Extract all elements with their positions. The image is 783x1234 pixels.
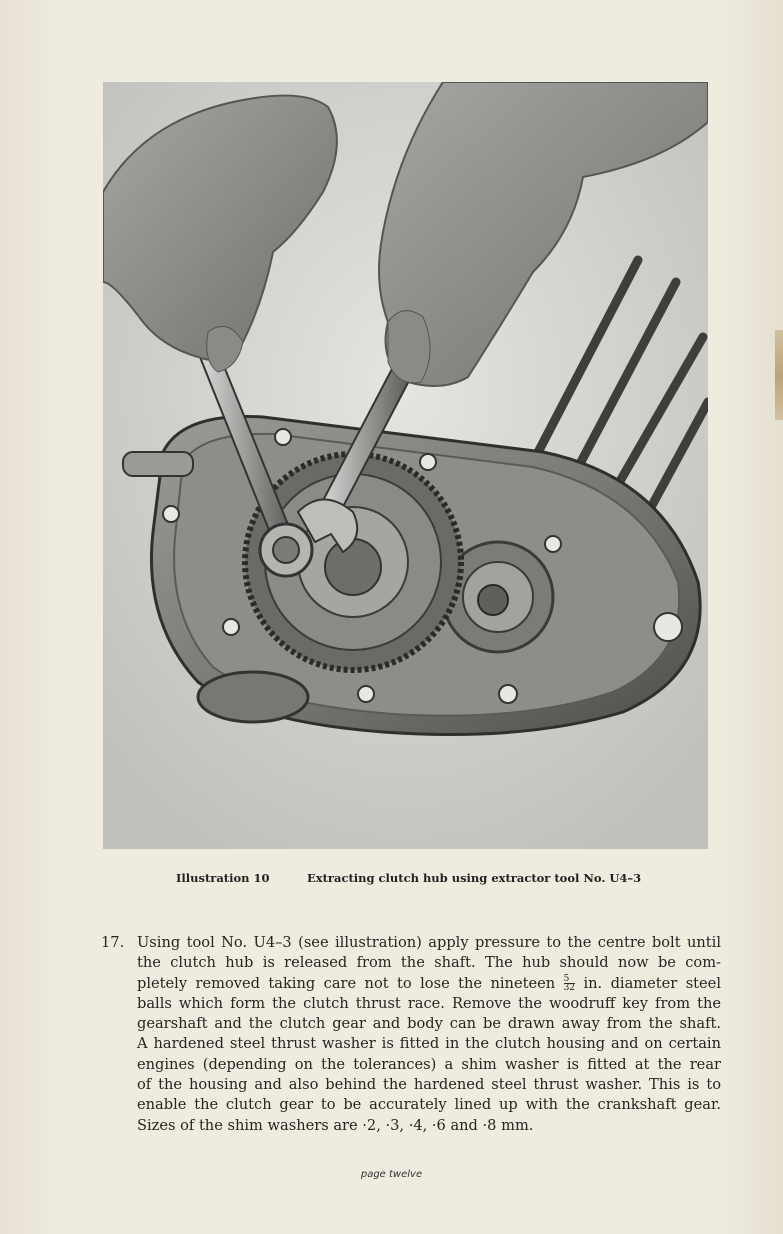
page-footer: page twelve xyxy=(360,1169,423,1180)
paragraph-line: A hardened steel thrust washer is fitted in the clutch housing and on certain xyxy=(137,1035,721,1053)
paragraph-line: the clutch hub is released from the shaft. The hub should now be com- xyxy=(137,954,721,972)
fraction xyxy=(564,975,575,992)
caption-text: Extracting clutch hub using extractor tool No. U4–3 xyxy=(307,871,642,885)
fraction-numerator: 5 xyxy=(564,975,575,984)
paragraph-line: Sizes of the shim washers are ·2, ·3, ·4, ·6 and ·8 mm. xyxy=(137,1116,534,1134)
instruction-paragraph xyxy=(101,933,721,1136)
paragraph-line-with-fraction xyxy=(137,974,721,994)
paragraph-line-part: in. diameter steel xyxy=(583,974,721,992)
paragraph-line-part: pletely removed taking care not to lose the nineteen xyxy=(137,974,556,992)
page-edge-stain xyxy=(775,330,783,420)
clutch-photo-drawing xyxy=(103,82,708,849)
paragraph-text xyxy=(137,933,721,1136)
paragraph-line: Using tool No. U4–3 (see illustration) apply pressure to the centre bolt until xyxy=(137,934,721,951)
fraction-denominator: 32 xyxy=(563,983,576,994)
paragraph-line: balls which form the clutch thrust race. Remove the woodruff key from the xyxy=(137,994,721,1012)
caption-number: Illustration 10 xyxy=(176,871,270,885)
paragraph-line: of the housing and also behind the hardened steel thrust washer. This is to xyxy=(137,1076,721,1094)
paragraph-line: engines (depending on the tolerances) a shim washer is fitted at the rear xyxy=(137,1055,721,1073)
paragraph-line: enable the clutch gear to be accurately lined up with the crankshaft gear. xyxy=(137,1096,721,1114)
paragraph-number: 17. xyxy=(101,934,125,951)
clutch-photo xyxy=(103,82,708,849)
figure-caption xyxy=(176,871,676,891)
paragraph-line: gearshaft and the clutch gear and body can be drawn away from the shaft. xyxy=(137,1015,721,1033)
